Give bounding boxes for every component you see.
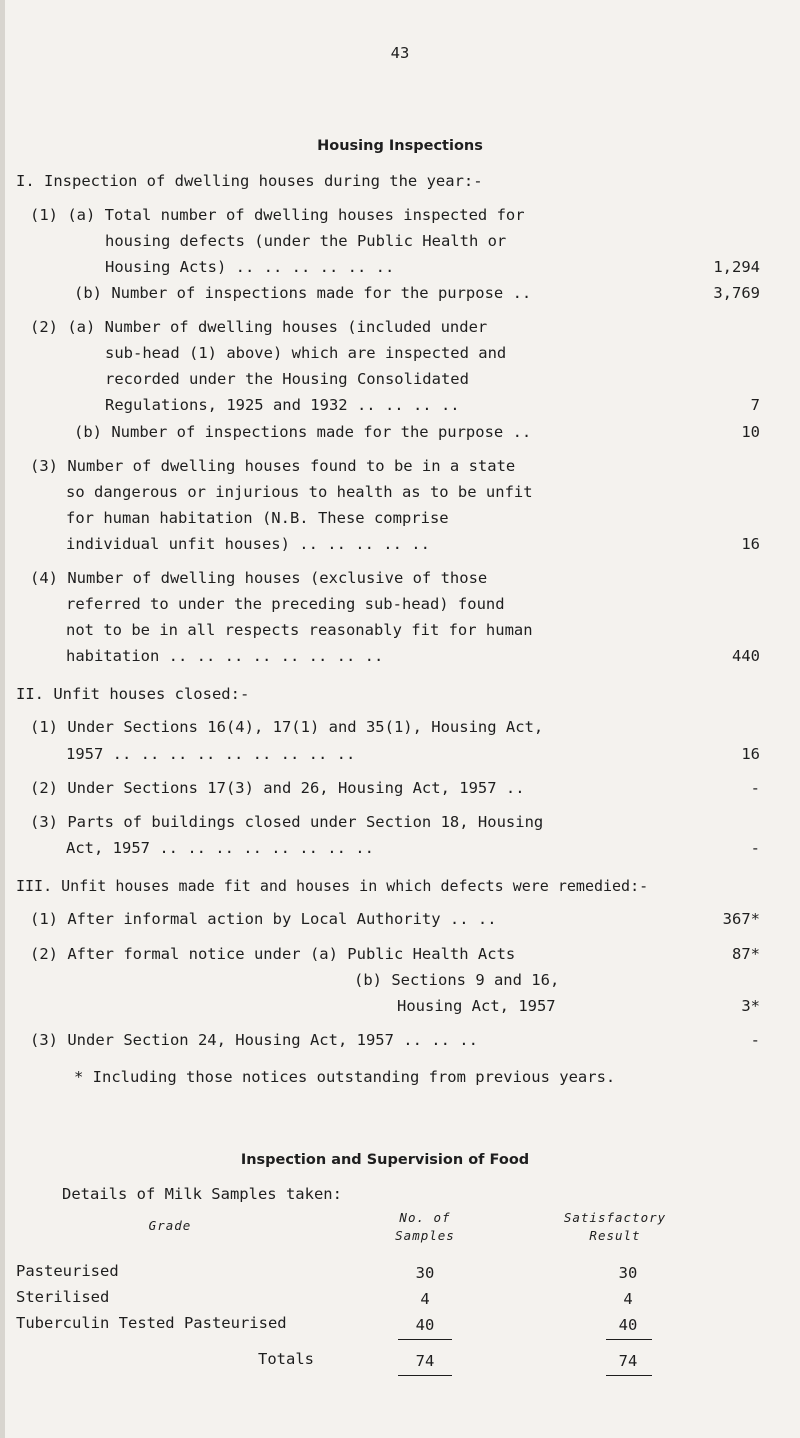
item-4-line1: (4) Number of dwelling houses (exclusive of those: [30, 569, 488, 587]
col-header-samples-line1: No. of: [399, 1210, 451, 1225]
item-iii2b-value: 3*: [741, 997, 760, 1015]
grade-cell: Sterilised: [16, 1288, 110, 1306]
item-1a-line2: housing defects (under the Public Health or: [105, 232, 507, 250]
page-number: 43: [390, 44, 410, 62]
item-1b-line: (b) Number of inspections made for the purpose ..: [74, 284, 532, 302]
samples-cell: 40: [415, 1316, 435, 1334]
result-cell: 4: [623, 1290, 633, 1308]
col-header-samples-line2: Samples: [395, 1228, 455, 1243]
col-header-grade: Grade: [148, 1218, 192, 1233]
item-ii3-line1: (3) Parts of buildings closed under Section 18, Housing: [30, 813, 544, 831]
item-2a-line1: (2) (a) Number of dwelling houses (included under: [30, 318, 488, 336]
result-cell: 30: [618, 1264, 638, 1282]
item-1b-value: 3,769: [713, 284, 760, 302]
item-2a-value: 7: [750, 396, 760, 414]
item-3-line3: for human habitation (N.B. These comprise: [66, 509, 449, 527]
totals-label: Totals: [258, 1350, 314, 1368]
page-edge-shadow: [0, 0, 5, 1438]
item-1a-line1: (1) (a) Total number of dwelling houses inspected for: [30, 206, 525, 224]
item-3-line1: (3) Number of dwelling houses found to be in a state: [30, 457, 516, 475]
item-4-line4: habitation .. .. .. .. .. .. .. ..: [66, 647, 384, 665]
item-2a-line3: recorded under the Housing Consolidated: [105, 370, 469, 388]
item-2b-line: (b) Number of inspections made for the purpose ..: [74, 423, 532, 441]
item-ii1-line1: (1) Under Sections 16(4), 17(1) and 35(1), Housing Act,: [30, 718, 544, 736]
item-2b-value: 10: [741, 423, 760, 441]
grade-cell: Tuberculin Tested Pasteurised: [16, 1314, 287, 1332]
result-cell: 40: [618, 1316, 638, 1334]
item-iii2a-value: 87*: [732, 945, 760, 963]
item-3-line2: so dangerous or injurious to health as to be unfit: [66, 483, 533, 501]
totals-result: 74: [618, 1352, 638, 1370]
samples-subtotal-rule: [398, 1339, 452, 1340]
result-total-rule: [606, 1375, 652, 1376]
section-iii-heading: III. Unfit houses made fit and houses in which defects were remedied:-: [16, 877, 649, 895]
section-ii-heading: II. Unfit houses closed:-: [16, 685, 250, 703]
item-ii2-value: -: [750, 779, 760, 797]
item-1a-line3: Housing Acts) .. .. .. .. .. ..: [105, 258, 395, 276]
item-2a-line2: sub-head (1) above) which are inspected and: [105, 344, 507, 362]
totals-samples: 74: [415, 1352, 435, 1370]
samples-cell: 30: [415, 1264, 435, 1282]
item-ii1-line2: 1957 .. .. .. .. .. .. .. .. ..: [66, 745, 356, 763]
item-iii3-line: (3) Under Section 24, Housing Act, 1957 .. .. ..: [30, 1031, 478, 1049]
item-iii3-value: -: [750, 1031, 760, 1049]
item-iii2-line1: (2) After formal notice under (a) Public Health Acts: [30, 945, 516, 963]
result-subtotal-rule: [606, 1339, 652, 1340]
footnote: * Including those notices outstanding from previous years.: [74, 1068, 616, 1086]
item-3-line4: individual unfit houses) .. .. .. .. ..: [66, 535, 430, 553]
item-4-line3: not to be in all respects reasonably fit for human: [66, 621, 533, 639]
food-title: Inspection and Supervision of Food: [240, 1152, 530, 1168]
item-iii2-line3: Housing Act, 1957: [397, 997, 556, 1015]
col-header-result-line1: Satisfactory: [563, 1210, 667, 1225]
item-1a-value: 1,294: [713, 258, 760, 276]
section-i-heading: I. Inspection of dwelling houses during the year:-: [16, 172, 483, 190]
item-ii3-value: -: [750, 839, 760, 857]
milk-samples-subtitle: Details of Milk Samples taken:: [62, 1185, 342, 1203]
samples-cell: 4: [420, 1290, 430, 1308]
samples-total-rule: [398, 1375, 452, 1376]
item-4-line2: referred to under the preceding sub-head) found: [66, 595, 505, 613]
item-iii2-line2: (b) Sections 9 and 16,: [354, 971, 560, 989]
item-ii2-line: (2) Under Sections 17(3) and 26, Housing Act, 1957 ..: [30, 779, 525, 797]
item-iii1-line: (1) After informal action by Local Authority .. ..: [30, 910, 497, 928]
item-iii1-value: 367*: [722, 910, 760, 928]
item-4-value: 440: [732, 647, 760, 665]
housing-title: Housing Inspections: [317, 138, 483, 154]
item-ii1-value: 16: [741, 745, 760, 763]
item-3-value: 16: [741, 535, 760, 553]
item-2a-line4: Regulations, 1925 and 1932 .. .. .. ..: [105, 396, 460, 414]
item-ii3-line2: Act, 1957 .. .. .. .. .. .. .. ..: [66, 839, 374, 857]
grade-cell: Pasteurised: [16, 1262, 119, 1280]
col-header-result-line2: Result: [589, 1228, 641, 1243]
